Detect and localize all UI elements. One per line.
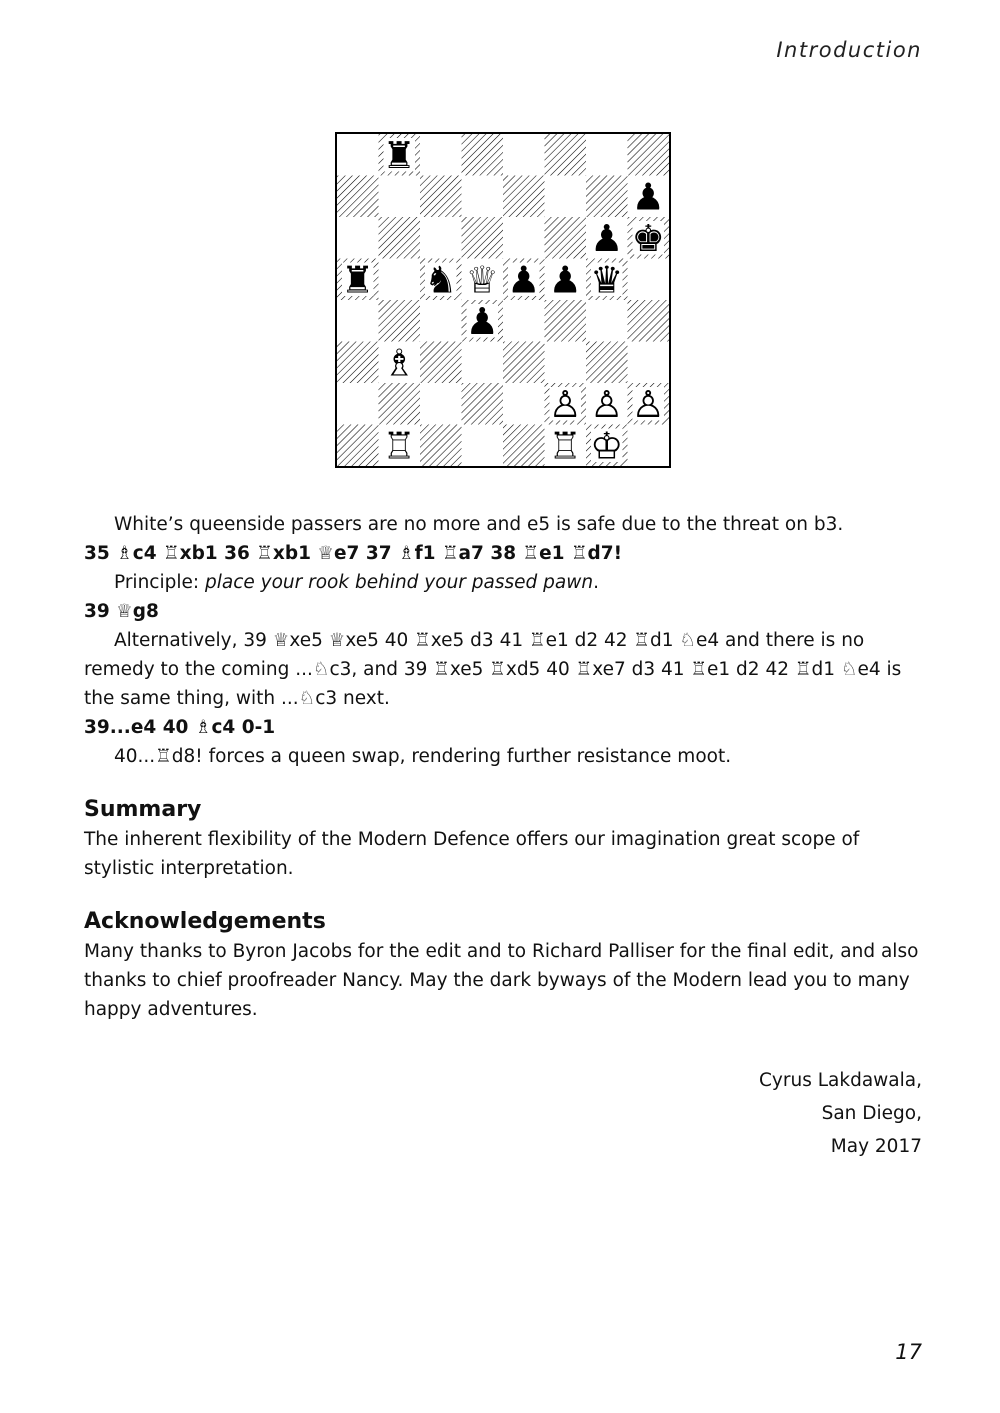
square-a3 — [337, 342, 379, 384]
square-e4 — [503, 300, 545, 342]
square-e7 — [503, 176, 545, 218]
square-a2 — [337, 383, 379, 425]
chess-piece-g5: ♛ — [590, 258, 624, 302]
square-b2 — [379, 383, 421, 425]
square-b5 — [379, 259, 421, 301]
square-f8 — [545, 134, 587, 176]
chess-piece-f2: ♙ — [548, 382, 582, 426]
square-d8 — [462, 134, 504, 176]
annotation-paragraph: 40...♖d8! forces a queen swap, rendering further resistance moot. — [114, 746, 732, 767]
annotation-paragraph: Alternatively, 39 ♕xe5 ♕xe5 40 ♖xe5 d3 41 ♖e1 d2 42 ♖d1 ♘e4 and there is no remedy to the coming ...♘c3, and 39 ♖xe5 ♖xd5 40 ♖xe7 d3 41 ♖e1 d2 42 ♖d1 ♘e4 is the same thing, with ...♘c3 next. — [84, 630, 902, 709]
square-c4 — [420, 300, 462, 342]
chess-diagram — [335, 132, 671, 468]
chess-piece-d4: ♟ — [465, 299, 499, 343]
chess-piece-b3: ♗ — [382, 341, 416, 385]
chess-piece-g1: ♔ — [590, 424, 624, 466]
chess-piece-h7: ♟ — [631, 175, 665, 219]
square-e1 — [503, 425, 545, 467]
chess-piece-b8: ♜ — [382, 134, 416, 177]
chess-piece-e5: ♟ — [507, 258, 541, 302]
chess-piece-c5: ♞ — [424, 258, 458, 302]
square-f7 — [545, 176, 587, 218]
square-g3 — [586, 342, 628, 384]
chess-piece-b1: ♖ — [382, 424, 416, 466]
author-place: San Diego, — [821, 1103, 922, 1124]
square-g7 — [586, 176, 628, 218]
square-f3 — [545, 342, 587, 384]
square-e8 — [503, 134, 545, 176]
main-text — [84, 510, 924, 1024]
principle-paragraph — [84, 568, 924, 597]
principle-suffix: . — [593, 572, 599, 593]
square-g8 — [586, 134, 628, 176]
square-d2 — [462, 383, 504, 425]
square-d6 — [462, 217, 504, 259]
chess-piece-g6: ♟ — [590, 216, 624, 260]
chess-piece-f1: ♖ — [548, 424, 582, 466]
page-number: 17 — [895, 1340, 922, 1364]
move-line: 35 ♗c4 ♖xb1 36 ♖xb1 ♕e7 37 ♗f1 ♖a7 38 ♖e1 ♖d7! — [84, 543, 623, 564]
acknowledgements-heading: Acknowledgements — [84, 909, 326, 934]
chess-piece-f5: ♟ — [548, 258, 582, 302]
square-c8 — [420, 134, 462, 176]
square-a8 — [337, 134, 379, 176]
square-d3 — [462, 342, 504, 384]
move-line: 39...e4 40 ♗c4 0-1 — [84, 717, 276, 738]
square-b7 — [379, 176, 421, 218]
author-date: May 2017 — [830, 1136, 922, 1157]
square-e2 — [503, 383, 545, 425]
square-d1 — [462, 425, 504, 467]
move-line: 39 ♕g8 — [84, 601, 159, 622]
square-a4 — [337, 300, 379, 342]
square-c3 — [420, 342, 462, 384]
square-e3 — [503, 342, 545, 384]
chess-piece-h6: ♚ — [631, 216, 665, 260]
square-d7 — [462, 176, 504, 218]
square-f4 — [545, 300, 587, 342]
chess-piece-g2: ♙ — [590, 382, 624, 426]
square-h1 — [628, 425, 670, 467]
author-name: Cyrus Lakdawala, — [759, 1070, 922, 1091]
acknowledgements-body: Many thanks to Byron Jacobs for the edit and to Richard Palliser for the final edit, and also thanks to chief proofreader Nancy. May the dark byways of the Modern lead you to many happy adventures. — [84, 941, 919, 1020]
chess-piece-h2: ♙ — [631, 382, 665, 426]
square-c7 — [420, 176, 462, 218]
running-header: Introduction — [776, 38, 922, 62]
square-b4 — [379, 300, 421, 342]
square-a6 — [337, 217, 379, 259]
square-c1 — [420, 425, 462, 467]
square-f6 — [545, 217, 587, 259]
square-e6 — [503, 217, 545, 259]
square-h8 — [628, 134, 670, 176]
chess-piece-a5: ♜ — [341, 258, 375, 302]
square-h4 — [628, 300, 670, 342]
chess-piece-d5: ♕ — [465, 258, 499, 302]
square-h5 — [628, 259, 670, 301]
summary-heading: Summary — [84, 797, 202, 822]
signature-block — [759, 1064, 922, 1163]
principle-text: place your rook behind your passed pawn — [205, 572, 594, 593]
summary-body: The inherent flexibility of the Modern Defence offers our imagination great scope of stylistic interpretation. — [84, 829, 860, 879]
square-g4 — [586, 300, 628, 342]
square-c6 — [420, 217, 462, 259]
chess-board — [337, 134, 669, 466]
square-c2 — [420, 383, 462, 425]
square-a1 — [337, 425, 379, 467]
square-b6 — [379, 217, 421, 259]
square-h3 — [628, 342, 670, 384]
annotation-paragraph: White’s queenside passers are no more and e5 is safe due to the threat on b3. — [114, 514, 844, 535]
square-a7 — [337, 176, 379, 218]
principle-prefix: Principle: — [114, 572, 205, 593]
